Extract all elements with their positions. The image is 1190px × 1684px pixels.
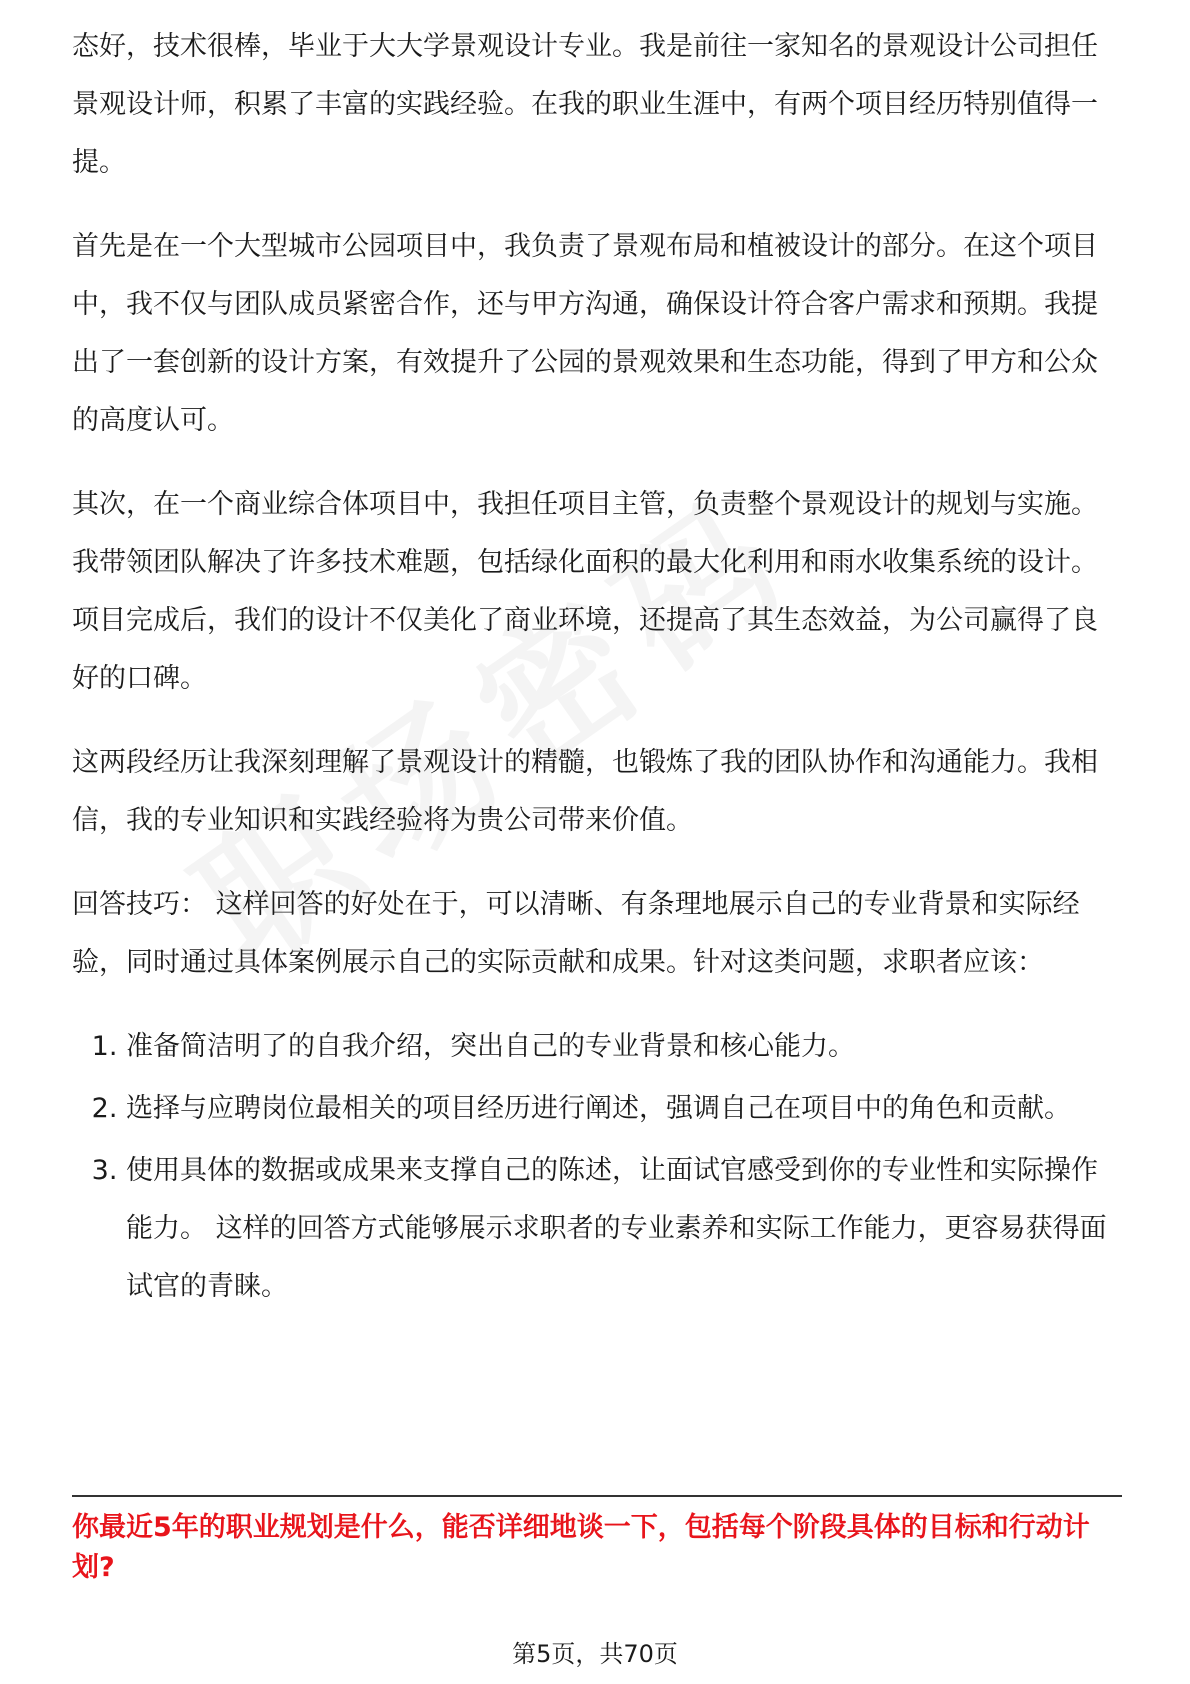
- answer-paragraph-intro: 态好，技术很棒，毕业于大大学景观设计专业。我是前往一家知名的景观设计公司担任景观设计师，积累了丰富的实践经验。在我的职业生涯中，有两个项目经历特别值得一提。: [72, 31, 1098, 178]
- answer-tips-heading: 回答技巧： 这样回答的好处在于，可以清晰、有条理地展示自己的专业背景和实际经验，同时通过具体案例展示自己的实际贡献和成果。针对这类问题，求职者应该：: [72, 889, 1080, 978]
- tips-list-item: 1. 准备简洁明了的自我介绍，突出自己的专业背景和核心能力。: [126, 1018, 1122, 1076]
- tips-list-item: 2. 选择与应聘岗位最相关的项目经历进行阐述，强调自己在项目中的角色和贡献。: [126, 1080, 1122, 1138]
- tips-list-item: 3. 使用具体的数据或成果来支撑自己的陈述，让面试官感受到你的专业性和实际操作能力。 这样的回答方式能够展示求职者的专业素养和实际工作能力，更容易获得面试官的青睐。: [126, 1142, 1122, 1316]
- page-number: 第5页，共70页: [512, 1640, 678, 1668]
- answer-paragraph-project-1: 首先是在一个大型城市公园项目中，我负责了景观布局和植被设计的部分。在这个项目中，我不仅与团队成员紧密合作，还与甲方沟通，确保设计符合客户需求和预期。我提出了一套创新的设计方案，有效提升了公园的景观效果和生态功能，得到了甲方和公众的高度认可。: [72, 231, 1098, 436]
- tips-list: [72, 1018, 1122, 1316]
- document-body: [72, 30, 1122, 1320]
- answer-paragraph-project-2: 其次，在一个商业综合体项目中，我担任项目主管，负责整个景观设计的规划与实施。我带领团队解决了许多技术难题，包括绿化面积的最大化利用和雨水收集系统的设计。项目完成后，我们的设计不仅美化了商业环境，还提高了其生态效益，为公司赢得了良好的口碑。: [72, 489, 1098, 694]
- next-question-heading: 你最近5年的职业规划是什么，能否详细地谈一下，包括每个阶段具体的目标和行动计划?: [72, 1512, 1090, 1583]
- section-divider: [72, 1495, 1122, 1497]
- answer-paragraph-summary: 这两段经历让我深刻理解了景观设计的精髓，也锻炼了我的团队协作和沟通能力。我相信，我的专业知识和实践经验将为贵公司带来价值。: [72, 747, 1098, 836]
